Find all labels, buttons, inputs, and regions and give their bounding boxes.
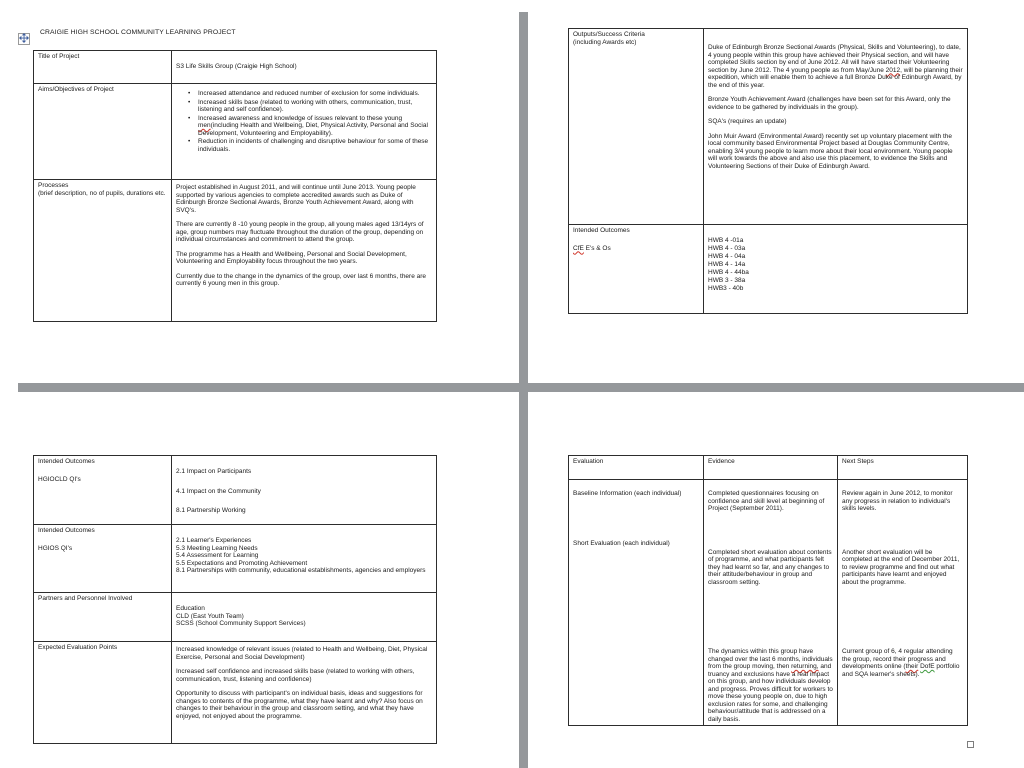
code: HWB 4 - 44ba (708, 269, 749, 276)
paragraph: SQA's (requires an update) (708, 118, 787, 125)
row-label: Outputs/Success Criteria (including Awards etc) (573, 31, 645, 46)
aims-objectives-value (171, 83, 436, 179)
bullet-item: • Reduction in incidents of challenging and disruptive behaviour for some of these individuals. (188, 138, 429, 153)
list-item: 5.3 Meeting Learning Needs (176, 544, 258, 552)
list-item: 5.4 Assessment for Learning (176, 552, 259, 559)
code: HWB 4 - 14a (708, 261, 746, 268)
paragraph: John Muir Award (Environmental Award) recently set up voluntary placement with the local community based Environmental Project based at Douglas Community Centre, enabling 3/4 young people to learn more about their local environment. Young people will work towards the above and also use this placement, to evidence the Skills and Volunteering Sections of their Duke of Edinburgh Award. (708, 132, 953, 170)
evidence-column (703, 479, 837, 725)
column-header-evidence: Evidence (703, 456, 837, 479)
code: HWB 4 -01a (708, 237, 744, 244)
paragraph: The programme has a Health and Wellbeing, Personal and Social Development, Volunteering and Employability focus throughout the two years. (176, 250, 407, 265)
code: HWB3 - 40b (708, 285, 744, 292)
paragraph: There are currently 8 -10 young people in the group, all young males aged 13/14yrs of age, group numbers may fluctuate throughout the duration of the group, depending on individual circumstances and commitment to attend the group. (176, 221, 424, 243)
list-item: 2.1 Impact on Participants (176, 468, 252, 475)
next-steps-column (837, 479, 967, 725)
row-label: Processes (brief description, no of pupils, durations etc. (34, 179, 171, 321)
paragraph: Completed questionnaires focusing on confidence and skill level at beginning of Project (September 2011). (708, 490, 825, 512)
hgios-qis-value (171, 524, 436, 592)
list-item: 8.1 Partnership Working (176, 507, 246, 514)
page-separator-horizontal (18, 383, 1024, 392)
row-label: Aims/Objectives of Project (34, 83, 171, 179)
paragraph: Another short evaluation will be completed at the end of December 2011, to review programme and find out what participants have learnt and enjoyed about the programme. (842, 548, 960, 586)
bullet-item: • Increased skills base (related to working with others, communication, trust, listening and self confidence). (188, 98, 413, 113)
evaluation-table[interactable] (568, 455, 968, 726)
list-item: 8.1 Partnerships with community, educational establishments, agencies and employers (176, 567, 426, 574)
code: HWB 3 - 38a (708, 277, 746, 284)
list-item: 5.5 Expectations and Promoting Achievement (176, 559, 308, 567)
paragraph: Project established in August 2011, and will continue until June 2013. Young people supported by various agencies to complete accredited awards such as Duke of Edinburgh Bronze Sectional Awards, Bronze Youth Achievement Award, along with SVQ's. (176, 184, 416, 214)
outcomes-partners-table[interactable] (33, 455, 437, 744)
paragraph: Current group of 6, 4 regular attending the group, record their progress and developments online (their DofE portfolio and SQA learner's sheets). (842, 648, 960, 678)
column-header-next-steps: Next Steps (837, 456, 967, 479)
list-item: Short Evaluation (each individual) (573, 539, 670, 547)
paragraph: Increased knowledge of relevant issues (related to Health and Wellbeing, Diet, Physical Exercise, Personal and Social Development) (176, 646, 428, 661)
row-label: Intended Outcomes HGIOCLD QI's (38, 458, 95, 483)
processes-value (171, 179, 436, 321)
bullet-item: • Increased attendance and reduced number of exclusion for some individuals. (188, 90, 420, 97)
table-resize-handle[interactable] (967, 741, 974, 748)
cfe-es-os-codes (703, 224, 967, 313)
hgiocld-qis-value (171, 456, 436, 524)
outputs-success-criteria-value (703, 29, 967, 224)
paragraph: Currently due to the change in the dynamics of the group, over last 6 months, there are currently 6 young men in this group. (176, 272, 427, 287)
row-label: Partners and Personnel Involved (34, 592, 171, 641)
list-item: 4.1 Impact on the Community (176, 487, 261, 495)
project-overview-table[interactable] (33, 50, 437, 322)
row-label: Intended Outcomes CfE E's & Os (569, 224, 703, 313)
paragraph: The dynamics within this group have changed over the last 6 months, individuals from the group moving, then returning, and truancy and exclusions have a real impact on this group, and how individuals develop and progress. Proves difficult for workers to move these young people on, due to high exclusion rates for some, and challenging behaviour/attitude that is addressed on a daily basis. (708, 648, 833, 723)
evaluation-column (569, 479, 703, 725)
row-label: Expected Evaluation Points (34, 641, 171, 743)
document-title: CRAIGIE HIGH SCHOOL COMMUNITY LEARNING PROJECT (40, 29, 236, 36)
list-item: CLD (East Youth Team) (176, 612, 244, 620)
list-item: Education (176, 605, 205, 612)
paragraph: Bronze Youth Achievement Award (challenges have been set for this Award, only the evidence to be gathered by individuals in the group). (708, 96, 951, 111)
move-arrows-icon (19, 30, 29, 48)
paragraph: Completed short evaluation about contents of programme, and what participants felt they had learnt so far, and any changes to their attitude/behaviour in group and classroom setting. (708, 548, 832, 586)
paragraph: Review again in June 2012, to monitor any progress in relation to individual's skills levels. (842, 490, 953, 512)
list-item: Baseline Information (each individual) (573, 490, 682, 497)
paragraph: Opportunity to discuss with participant's on individual basis, ideas and suggestions for changes to contents of the programme, what they have learnt and why? Also focus on changes to their behaviour in the group and classroom setting, and what they have enjoyed, not enjoyed about the programme. (176, 690, 423, 720)
column-header-evaluation: Evaluation (573, 458, 604, 465)
table-move-handle[interactable] (18, 33, 30, 45)
expected-evaluation-points-value (171, 641, 436, 743)
code: HWB 4 - 03a (708, 245, 746, 252)
paragraph: Duke of Edinburgh Bronze Sectional Awards (Physical, Skills and Volunteering), to date, 4 young people within this group have achieved their Physical section, and will have completed Skills section by end of June 2012. All will have started their Volunteering section by June 2012. The 4 young people as from May/June 2012, will be planning their expedition, which will enable them to achieve a full Bronze Duke of Edinburgh Award, by the end of this year. (708, 44, 963, 89)
code: HWB 4 - 04a (708, 253, 746, 260)
row-label: Intended Outcomes HGIOS QI's (34, 524, 171, 592)
list-item: 2.1 Learner's Experiences (176, 537, 252, 544)
paragraph: Increased self confidence and increased skills base (related to working with others, communication, trust, listening and confidence) (176, 668, 415, 683)
outputs-outcomes-table[interactable] (568, 28, 968, 314)
row-label: Title of Project (38, 53, 80, 60)
partners-personnel-value (171, 592, 436, 641)
list-item: SCSS (School Community Support Services) (176, 620, 306, 627)
title-of-project-value: S3 Life Skills Group (Craigie High School) (171, 51, 436, 83)
bullet-item: • Increased awareness and knowledge of issues relevant to these young men(including Health and Wellbeing, Diet, Physical Activity, Personal and Social Development, Volunteering and Employability). (188, 114, 428, 137)
